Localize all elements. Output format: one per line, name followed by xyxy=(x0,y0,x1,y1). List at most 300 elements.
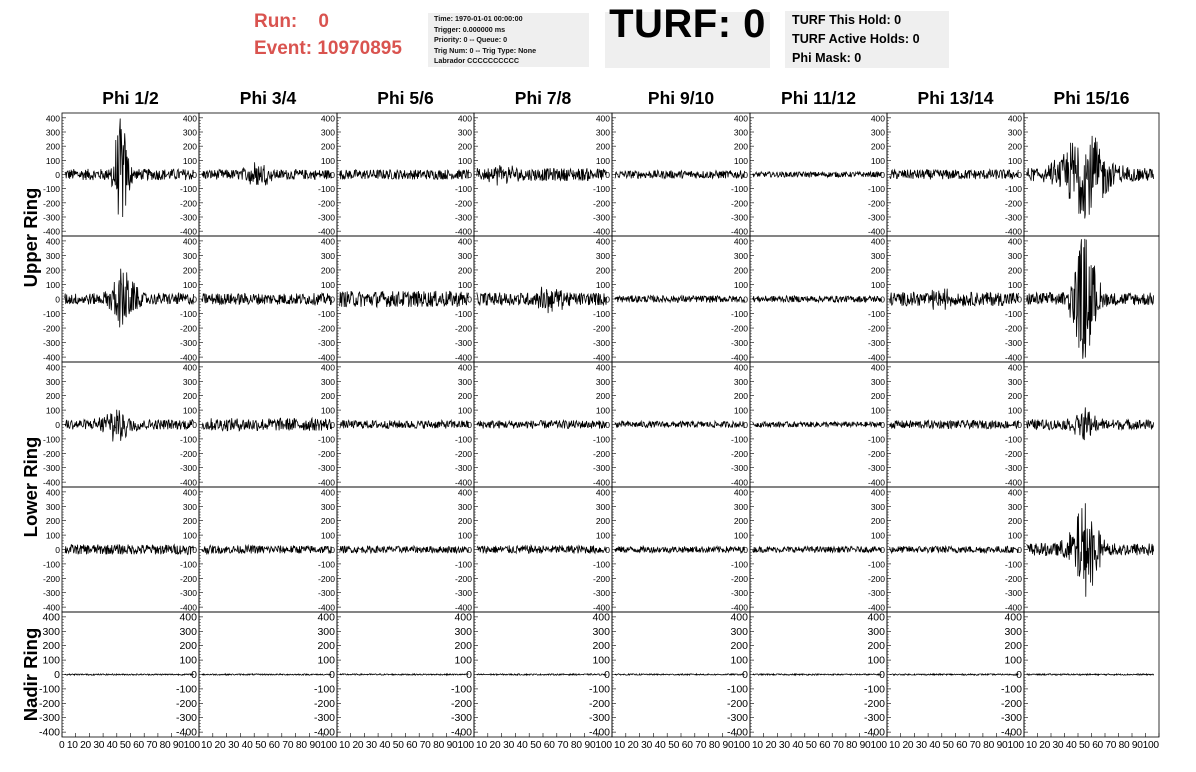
y-tick-label: 200 xyxy=(870,141,885,152)
y-tick-label: -100 xyxy=(454,559,472,570)
y-tick-label: 300 xyxy=(733,127,748,138)
waveform-trace xyxy=(753,172,882,177)
y-tick-label: 400 xyxy=(182,236,197,247)
y-tick-label: -300 xyxy=(38,712,60,725)
y-tick-label: 100 xyxy=(182,530,197,541)
y-tick-label: -100 xyxy=(592,434,610,445)
info-time: Time: 1970-01-01 00:00:00 xyxy=(434,14,523,23)
y-tick-label: 100 xyxy=(1007,530,1022,541)
y-tick-label: -100 xyxy=(179,184,197,195)
y-tick-label: 0 xyxy=(329,669,335,681)
waveform-trace xyxy=(615,296,745,303)
y-tick-label: 200 xyxy=(867,640,885,653)
column-header: Phi 3/4 xyxy=(239,88,297,108)
y-tick-label: 100 xyxy=(1007,279,1022,290)
y-tick-label: 100 xyxy=(595,530,610,541)
y-tick-label: 100 xyxy=(595,155,610,166)
y-tick-label: 200 xyxy=(592,640,610,653)
y-tick-label: -200 xyxy=(867,323,885,334)
y-tick-label: 300 xyxy=(595,376,610,387)
x-tick-labels: 0 10 20 30 40 50 60 70 80 90100 xyxy=(59,740,200,751)
y-tick-label: 200 xyxy=(595,265,610,276)
y-tick-label: -300 xyxy=(454,338,472,349)
y-tick-label: 100 xyxy=(182,155,197,166)
y-tick-label: 400 xyxy=(45,487,60,498)
y-tick-label: -100 xyxy=(867,184,885,195)
y-tick-label: -400 xyxy=(730,226,748,237)
y-tick-label: -300 xyxy=(867,212,885,223)
y-tick-label: 0 xyxy=(605,294,610,305)
waveform-trace xyxy=(890,674,1019,675)
y-tick-label: -400 xyxy=(317,352,335,363)
y-tick-label: 100 xyxy=(870,279,885,290)
waveform-trace xyxy=(615,421,745,427)
y-tick-label: 0 xyxy=(55,545,60,555)
y-tick-label: -400 xyxy=(1004,226,1022,237)
y-tick-label: 100 xyxy=(45,530,60,541)
y-tick-label: -300 xyxy=(867,338,885,349)
run-value: 0 xyxy=(318,11,329,32)
y-tick-label: -100 xyxy=(592,184,610,195)
y-tick-label: 400 xyxy=(45,113,60,124)
y-tick-label: -100 xyxy=(42,184,60,195)
waveform-trace xyxy=(340,546,469,553)
y-tick-label: -300 xyxy=(313,712,335,725)
waveform-trace xyxy=(340,170,469,180)
waveform-trace xyxy=(615,674,745,675)
y-tick-label: -200 xyxy=(867,198,885,209)
y-tick-label: 0 xyxy=(743,545,748,555)
waveform-trace xyxy=(753,296,882,302)
y-tick-label: 100 xyxy=(179,654,197,667)
x-tick-labels: 10 20 30 40 50 60 70 80 90100 xyxy=(614,740,750,751)
y-tick-label: -300 xyxy=(179,212,197,223)
y-tick-label: 0 xyxy=(880,170,885,180)
y-tick-label: 200 xyxy=(317,640,335,653)
y-tick-label: 200 xyxy=(457,265,472,276)
waveform-trace xyxy=(202,293,332,305)
y-tick-label: 300 xyxy=(457,376,472,387)
column-header: Phi 13/14 xyxy=(917,88,994,108)
y-tick-label: 400 xyxy=(42,611,60,624)
y-tick-label: 100 xyxy=(457,279,472,290)
y-tick-label: 400 xyxy=(457,362,472,373)
waveform-trace xyxy=(477,674,607,675)
y-tick-label: 300 xyxy=(45,250,60,261)
waveform-trace xyxy=(890,289,1019,310)
y-tick-label: 300 xyxy=(320,501,335,512)
y-tick-label: 400 xyxy=(867,611,885,624)
y-tick-label: -300 xyxy=(867,463,885,474)
ring-label: Upper Ring xyxy=(20,187,41,288)
y-tick-label: -200 xyxy=(317,573,335,584)
y-tick-label: 0 xyxy=(192,545,197,555)
y-tick-label: 100 xyxy=(870,530,885,541)
y-tick-label: -200 xyxy=(726,697,748,710)
waveform-trace xyxy=(1027,407,1154,440)
y-tick-label: 0 xyxy=(191,669,197,681)
ring-label: Lower Ring xyxy=(20,436,41,538)
y-tick-label: 100 xyxy=(182,405,197,416)
x-tick-labels: 10 20 30 40 50 60 70 80 90100 xyxy=(752,740,887,751)
y-tick-label: -200 xyxy=(867,573,885,584)
y-tick-label: -100 xyxy=(867,309,885,320)
y-tick-label: -400 xyxy=(1000,726,1022,739)
y-tick-label: 300 xyxy=(870,376,885,387)
y-tick-label: 300 xyxy=(1007,501,1022,512)
y-tick-label: 400 xyxy=(454,611,472,624)
y-tick-label: -300 xyxy=(1004,463,1022,474)
y-tick-label: -300 xyxy=(588,712,610,725)
y-tick-label: -200 xyxy=(454,198,472,209)
y-tick-label: 300 xyxy=(182,250,197,261)
y-tick-label: 200 xyxy=(45,391,60,402)
y-tick-label: 0 xyxy=(54,669,60,681)
y-tick-label: 400 xyxy=(182,487,197,498)
y-tick-label: 200 xyxy=(870,265,885,276)
waveform-trace xyxy=(615,546,745,552)
waveform-trace xyxy=(340,674,469,675)
y-tick-label: -400 xyxy=(175,726,197,739)
y-tick-label: 300 xyxy=(730,625,748,638)
y-tick-label: 400 xyxy=(457,236,472,247)
y-tick-label: -100 xyxy=(317,434,335,445)
y-tick-label: -300 xyxy=(1000,712,1022,725)
waveform-trace xyxy=(65,119,194,218)
x-tick-labels: 10 20 30 40 50 60 70 80 90100 xyxy=(1026,740,1159,751)
y-tick-label: -200 xyxy=(317,198,335,209)
y-tick-label: 300 xyxy=(454,625,472,638)
y-tick-label: -100 xyxy=(1004,559,1022,570)
y-tick-label: 300 xyxy=(320,250,335,261)
y-tick-label: 400 xyxy=(457,487,472,498)
y-tick-label: -400 xyxy=(1004,477,1022,488)
y-tick-label: -300 xyxy=(42,463,60,474)
y-tick-label: 0 xyxy=(330,545,335,555)
y-tick-label: -100 xyxy=(42,309,60,320)
y-tick-label: 100 xyxy=(320,279,335,290)
y-tick-label: 200 xyxy=(1007,265,1022,276)
y-tick-label: -100 xyxy=(1000,683,1022,696)
y-tick-label: 300 xyxy=(45,127,60,138)
waveform-trace xyxy=(202,418,332,431)
y-tick-label: -200 xyxy=(42,573,60,584)
y-tick-label: -300 xyxy=(730,212,748,223)
y-tick-label: 300 xyxy=(45,501,60,512)
y-tick-label: 100 xyxy=(592,654,610,667)
y-tick-label: 400 xyxy=(733,362,748,373)
y-tick-label: 300 xyxy=(1007,376,1022,387)
y-tick-label: 100 xyxy=(182,279,197,290)
y-tick-label: 300 xyxy=(595,127,610,138)
x-tick-labels: 10 20 30 40 50 60 70 80 90100 xyxy=(339,740,474,751)
y-tick-label: 200 xyxy=(733,265,748,276)
waveform-trace xyxy=(65,674,194,675)
y-tick-label: -200 xyxy=(179,448,197,459)
y-tick-label: -300 xyxy=(42,338,60,349)
y-tick-label: 200 xyxy=(182,391,197,402)
y-tick-label: 100 xyxy=(1004,654,1022,667)
y-tick-label: 0 xyxy=(330,170,335,180)
y-tick-label: 300 xyxy=(733,376,748,387)
y-tick-label: -300 xyxy=(1004,212,1022,223)
y-tick-label: -300 xyxy=(179,338,197,349)
y-tick-label: 200 xyxy=(182,265,197,276)
y-tick-label: -100 xyxy=(179,559,197,570)
waveform-trace xyxy=(1027,239,1154,359)
y-tick-label: 200 xyxy=(45,265,60,276)
y-tick-label: 0 xyxy=(192,170,197,180)
y-tick-label: 0 xyxy=(605,170,610,180)
column-header: Phi 5/6 xyxy=(377,88,434,108)
turf-title: TURF: 0 xyxy=(609,2,766,46)
y-tick-label: -100 xyxy=(454,434,472,445)
y-tick-label: 100 xyxy=(867,654,885,667)
y-tick-label: 200 xyxy=(320,516,335,527)
y-tick-label: -200 xyxy=(317,323,335,334)
y-tick-label: -100 xyxy=(867,559,885,570)
y-tick-label: 400 xyxy=(595,113,610,124)
y-tick-label: -200 xyxy=(179,573,197,584)
y-tick-label: 300 xyxy=(317,625,335,638)
y-tick-label: 300 xyxy=(320,127,335,138)
y-tick-label: -100 xyxy=(450,683,472,696)
y-tick-label: 0 xyxy=(1017,170,1022,180)
y-tick-label: -400 xyxy=(867,352,885,363)
y-tick-label: -200 xyxy=(1004,573,1022,584)
y-tick-label: 300 xyxy=(870,501,885,512)
y-tick-label: 100 xyxy=(730,654,748,667)
waveform-trace xyxy=(65,269,194,328)
y-tick-label: 100 xyxy=(317,654,335,667)
y-tick-label: 200 xyxy=(733,516,748,527)
y-tick-label: 100 xyxy=(1007,155,1022,166)
y-tick-label: -200 xyxy=(730,323,748,334)
waveform-trace xyxy=(340,291,469,307)
y-tick-label: 200 xyxy=(320,391,335,402)
y-tick-label: 100 xyxy=(457,405,472,416)
y-tick-label: -400 xyxy=(317,602,335,613)
y-tick-label: 300 xyxy=(182,376,197,387)
y-tick-label: 300 xyxy=(457,127,472,138)
turf-this-hold: TURF This Hold: 0 xyxy=(792,13,902,27)
y-tick-label: -400 xyxy=(592,602,610,613)
y-tick-label: -300 xyxy=(317,338,335,349)
y-tick-label: 200 xyxy=(454,640,472,653)
y-tick-label: 300 xyxy=(182,501,197,512)
y-tick-label: -400 xyxy=(42,226,60,237)
y-tick-label: 100 xyxy=(320,530,335,541)
y-tick-label: 100 xyxy=(733,530,748,541)
y-tick-label: -300 xyxy=(454,463,472,474)
y-tick-label: 0 xyxy=(879,669,885,681)
info-labrador: Labrador CCCCCCCCCC xyxy=(434,56,520,66)
y-tick-label: 200 xyxy=(733,141,748,152)
y-tick-label: -400 xyxy=(454,352,472,363)
y-tick-label: -200 xyxy=(1004,448,1022,459)
y-tick-label: 0 xyxy=(1017,294,1022,305)
y-tick-label: 200 xyxy=(182,516,197,527)
info-priority: Priority: 0 -- Queue: 0 xyxy=(434,35,508,45)
x-tick-labels: 10 20 30 40 50 60 70 80 90100 xyxy=(889,740,1024,751)
y-tick-label: -200 xyxy=(592,573,610,584)
y-tick-label: 400 xyxy=(595,487,610,498)
y-tick-label: 100 xyxy=(595,405,610,416)
y-tick-label: -100 xyxy=(730,184,748,195)
y-tick-label: 400 xyxy=(317,611,335,624)
y-tick-label: -400 xyxy=(454,477,472,488)
column-header: Phi 9/10 xyxy=(647,88,715,108)
y-tick-label: 100 xyxy=(45,155,60,166)
y-tick-label: -400 xyxy=(863,726,885,739)
y-tick-label: -300 xyxy=(592,588,610,599)
y-tick-label: 300 xyxy=(179,625,197,638)
y-tick-label: -100 xyxy=(38,683,60,696)
y-tick-label: -400 xyxy=(592,477,610,488)
y-tick-label: -200 xyxy=(588,697,610,710)
y-tick-label: 100 xyxy=(870,155,885,166)
y-tick-label: 100 xyxy=(733,155,748,166)
y-tick-label: 300 xyxy=(1004,625,1022,638)
y-tick-label: 400 xyxy=(870,113,885,124)
y-tick-label: 200 xyxy=(1007,141,1022,152)
y-tick-label: -100 xyxy=(863,683,885,696)
y-tick-label: 200 xyxy=(595,391,610,402)
y-tick-label: 200 xyxy=(179,640,197,653)
y-tick-label: -400 xyxy=(867,477,885,488)
y-tick-label: -100 xyxy=(592,559,610,570)
y-tick-label: -100 xyxy=(317,309,335,320)
waveform-trace xyxy=(1027,136,1154,219)
y-tick-label: -100 xyxy=(42,559,60,570)
y-tick-label: -200 xyxy=(42,323,60,334)
y-tick-label: -300 xyxy=(730,588,748,599)
y-tick-label: -300 xyxy=(1004,588,1022,599)
y-tick-label: 400 xyxy=(1007,487,1022,498)
y-tick-label: 400 xyxy=(592,611,610,624)
ring-label: Nadir Ring xyxy=(20,627,41,722)
y-tick-label: -200 xyxy=(38,697,60,710)
y-tick-label: -300 xyxy=(730,338,748,349)
y-tick-label: 0 xyxy=(55,170,60,180)
y-tick-label: 0 xyxy=(466,669,472,681)
y-tick-label: -300 xyxy=(317,588,335,599)
waveform-trace xyxy=(890,420,1019,428)
y-tick-label: 200 xyxy=(457,141,472,152)
y-tick-label: 100 xyxy=(45,279,60,290)
y-tick-label: -400 xyxy=(588,726,610,739)
y-tick-label: -300 xyxy=(1004,338,1022,349)
waveform-trace xyxy=(753,422,882,428)
y-tick-label: 100 xyxy=(733,405,748,416)
y-tick-label: 400 xyxy=(1007,362,1022,373)
waveform-trace xyxy=(890,546,1019,553)
y-tick-label: 200 xyxy=(1007,391,1022,402)
y-tick-label: -300 xyxy=(730,463,748,474)
y-tick-label: 200 xyxy=(45,516,60,527)
waveform-trace xyxy=(615,170,745,178)
y-tick-label: -200 xyxy=(592,448,610,459)
y-tick-label: 0 xyxy=(467,294,472,305)
y-tick-label: 200 xyxy=(320,265,335,276)
event-label: Event: xyxy=(254,38,313,59)
phi-mask: Phi Mask: 0 xyxy=(792,51,862,65)
y-tick-label: -100 xyxy=(175,683,197,696)
y-tick-label: -400 xyxy=(592,352,610,363)
y-tick-label: -400 xyxy=(313,726,335,739)
y-tick-label: -100 xyxy=(726,683,748,696)
waveform-trace xyxy=(340,420,469,428)
y-tick-label: -200 xyxy=(179,198,197,209)
y-tick-label: -100 xyxy=(454,184,472,195)
y-tick-label: 300 xyxy=(870,127,885,138)
y-tick-label: 400 xyxy=(320,487,335,498)
y-tick-label: 0 xyxy=(880,294,885,305)
y-tick-label: -200 xyxy=(175,697,197,710)
y-tick-label: -100 xyxy=(730,559,748,570)
y-tick-label: 0 xyxy=(880,420,885,430)
y-tick-label: -400 xyxy=(179,226,197,237)
waveform-trace xyxy=(202,162,332,185)
y-tick-label: 300 xyxy=(592,625,610,638)
run-label: Run: xyxy=(254,11,298,32)
y-tick-label: -300 xyxy=(317,212,335,223)
y-tick-label: -200 xyxy=(313,697,335,710)
y-tick-label: 400 xyxy=(320,236,335,247)
column-header: Phi 15/16 xyxy=(1053,88,1130,108)
y-tick-label: -200 xyxy=(592,323,610,334)
y-tick-label: 0 xyxy=(743,170,748,180)
y-tick-label: 400 xyxy=(870,362,885,373)
y-tick-label: 300 xyxy=(182,127,197,138)
column-header: Phi 1/2 xyxy=(102,88,159,108)
y-tick-label: 400 xyxy=(733,113,748,124)
y-tick-label: 300 xyxy=(867,625,885,638)
waveform-trace xyxy=(890,170,1019,180)
x-tick-labels: 10 20 30 40 50 60 70 80 90100 xyxy=(201,740,337,751)
y-tick-label: 200 xyxy=(42,640,60,653)
y-tick-label: 400 xyxy=(733,487,748,498)
waveform-trace xyxy=(477,287,607,313)
y-tick-label: 100 xyxy=(733,279,748,290)
y-tick-label: 100 xyxy=(454,654,472,667)
y-tick-label: 0 xyxy=(55,420,60,430)
y-tick-label: -200 xyxy=(42,448,60,459)
y-tick-label: -400 xyxy=(42,477,60,488)
y-tick-label: -400 xyxy=(730,477,748,488)
y-tick-label: 200 xyxy=(457,391,472,402)
waveform-trace xyxy=(65,410,194,442)
y-tick-label: -300 xyxy=(175,712,197,725)
y-tick-label: -400 xyxy=(867,226,885,237)
y-tick-label: 400 xyxy=(733,236,748,247)
y-tick-label: -400 xyxy=(450,726,472,739)
y-tick-label: -300 xyxy=(863,712,885,725)
y-tick-label: -200 xyxy=(179,323,197,334)
y-tick-label: 300 xyxy=(733,250,748,261)
y-tick-label: 400 xyxy=(595,236,610,247)
y-tick-label: 400 xyxy=(457,113,472,124)
y-tick-label: -100 xyxy=(867,434,885,445)
waveform-trace xyxy=(477,545,607,553)
y-tick-label: 0 xyxy=(192,294,197,305)
y-tick-label: -400 xyxy=(42,352,60,363)
y-tick-label: -200 xyxy=(730,573,748,584)
y-tick-label: 100 xyxy=(1007,405,1022,416)
y-tick-label: -100 xyxy=(588,683,610,696)
y-tick-label: -300 xyxy=(317,463,335,474)
y-tick-label: -300 xyxy=(592,338,610,349)
